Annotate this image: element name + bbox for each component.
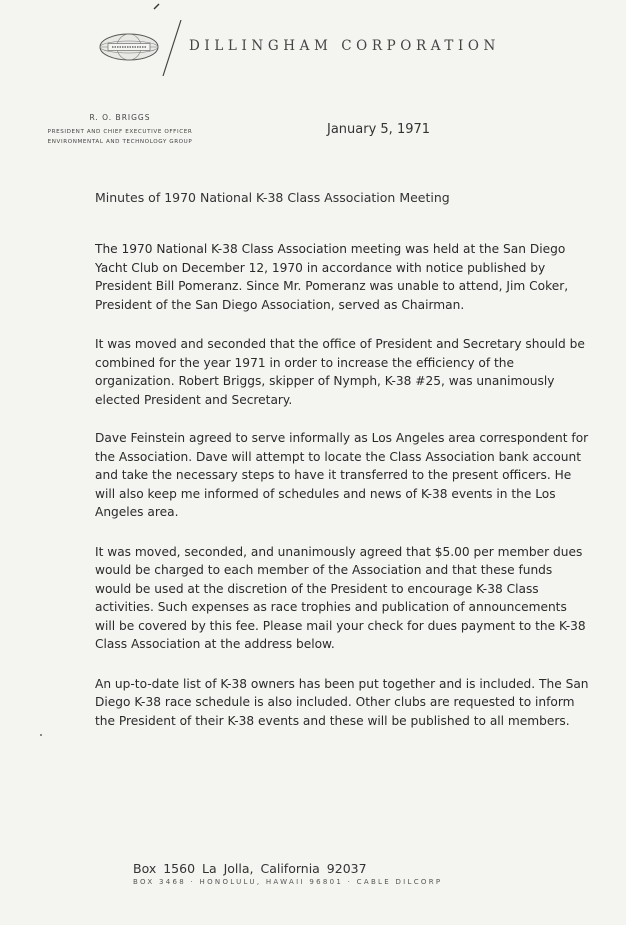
pen-mark	[150, 2, 162, 12]
pen-dot	[38, 732, 44, 738]
sender-title-line-1: PRESIDENT AND CHIEF EXECUTIVE OFFICER	[47, 129, 193, 135]
footer-address-la-jolla: Box 1560 La Jolla, California 92037	[133, 861, 367, 876]
sender-block	[30, 113, 210, 148]
letter-body	[95, 240, 590, 751]
letter-footer	[133, 861, 442, 886]
letter-subject: Minutes of 1970 National K-38 Class Association Meeting	[95, 190, 450, 205]
sender-title	[30, 128, 210, 148]
company-name: DILLINGHAM CORPORATION	[189, 38, 500, 54]
letterhead-slash	[160, 18, 184, 78]
paragraph-officers: It was moved and seconded that the office of President and Secretary should be combined for the year 1971 in order to increase the efficiency of the organization. Robert Briggs, skipper of Nymph, K-38 #25, was unanimously elected President and Secretary.	[95, 337, 585, 407]
paragraph-correspondent: Dave Feinstein agreed to serve informally as Los Angeles area correspondent for the Association. Dave will attempt to locate the Class Association bank account and take the necessary steps to have it transferred to the present officers. He will also keep me informed of schedules and news of K-38 events in the Los Angeles area.	[95, 431, 589, 519]
paragraph-meeting: The 1970 National K-38 Class Association meeting was held at the San Diego Yacht Club on December 12, 1970 in accordance with notice published by President Bill Pomeranz. Since Mr. Pomeranz was unable to attend, Jim Coker, President of the San Diego Association, served as Chairman.	[95, 242, 569, 312]
paragraph-dues: It was moved, seconded, and unanimously agreed that $5.00 per member dues would be charged to each member of the Association and that these funds would be used at the discretion of the President to encourage K-38 Class activities. Such expenses as race trophies and publication of announcements will be covered by this fee. Please mail your check for dues payment to the K-38 Class Association at the address below.	[95, 544, 586, 651]
sender-title-line-2: ENVIRONMENTAL AND TECHNOLOGY GROUP	[47, 138, 193, 145]
footer-address-honolulu: BOX 3468 · HONOLULU, HAWAII 96801 · CABLE DILCORP	[133, 878, 443, 886]
dillingham-globe-logo	[98, 32, 160, 62]
letter-date: January 5, 1971	[327, 122, 431, 137]
sender-name: R. O. BRIGGS	[89, 113, 151, 122]
paragraph-owners-list: An up-to-date list of K-38 owners has been put together and is included. The San Diego K-38 race schedule is also included. Other clubs are requested to inform the President of their K-38 events and these will be published to all members.	[95, 676, 589, 728]
